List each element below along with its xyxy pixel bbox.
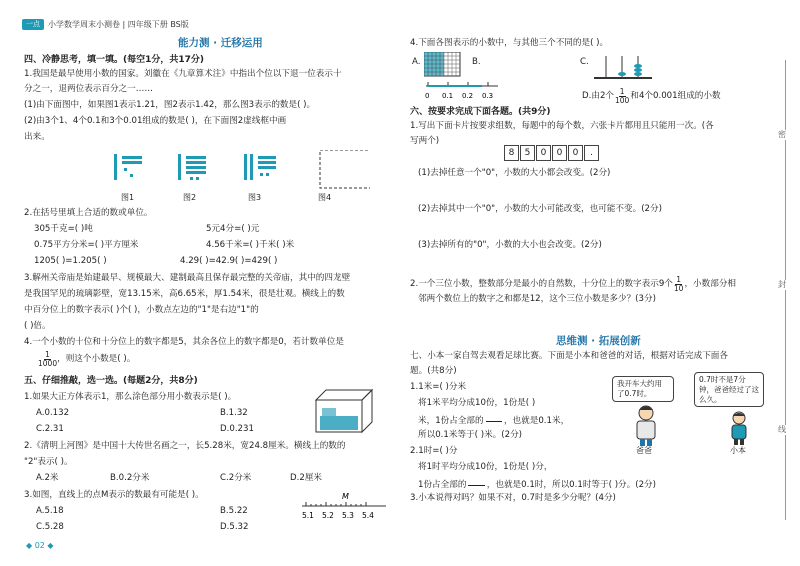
digit-card: .: [584, 145, 599, 161]
binding-line: [770, 0, 800, 566]
grid-figure: [424, 52, 464, 78]
q5-2-option-c: C.2分米: [220, 473, 252, 483]
number-line: [300, 490, 390, 526]
option-b-label: B.: [472, 57, 481, 67]
q4-2: 2.在括号里填上合适的数或单位。: [24, 208, 153, 218]
section-title-thinking: 思维测 · 拓展创新: [556, 335, 641, 347]
page-header: [22, 18, 189, 31]
q4-1-b: (2)由3个1、4个0.1和3个0.01组成的数是( )，在下面图2虚线框中画: [24, 116, 287, 126]
q5-1: 1.如果大正方体表示1，那么涂色部分用小数表示是( )。: [24, 392, 237, 402]
q6-2-line1: 2.一个三位小数，整数部分是最小的自然数，十分位上的数字表示9个 $\frac{1}{10}$ ，小数部分相: [410, 275, 737, 293]
figure-2-label: 图2: [183, 193, 197, 202]
tick-label: 0.1: [442, 92, 454, 100]
digit-cards: [504, 145, 600, 161]
binding-label: 线: [778, 425, 786, 434]
section-7-line1: 七、小本一家自驾去观看足球比赛。下面是小本和爸爸的对话，根据对话完成下面各: [410, 351, 728, 361]
figure-1: [114, 154, 142, 180]
dad-figure: [628, 404, 664, 446]
q4-1-line2: 分之一，退两位表示百分之一……: [24, 84, 153, 94]
q4-4-line1: 4.一个小数的十位和十分位上的数字都是5，其余各位上的数字都是0，若计数单位是: [24, 337, 344, 347]
tick-label: 5.4: [362, 511, 374, 520]
abacus-figure: [592, 52, 656, 82]
digit-card: 0: [568, 145, 583, 161]
q7-1: 1.1米=( )分米: [410, 382, 467, 392]
tick-label: 5.2: [322, 511, 334, 520]
q5-1-option-a: A.0.132: [36, 408, 70, 418]
figure-4-label: 图4: [318, 193, 332, 202]
q7-2: 2.1时=( )分: [410, 446, 458, 456]
q6-1-a: (1)去掉任意一个"0"，小数的大小都会改变。(2分): [418, 168, 611, 178]
digit-card: 8: [504, 145, 519, 161]
q7-2-b: 1份占全部的 ，也就是0.1时，所以0.1时等于( )分。(2分): [418, 477, 656, 493]
son-speech-bubble: 0.7时不是7分钟，爸爸经过了这么久。: [694, 372, 764, 407]
brand-badge: 一点: [22, 19, 44, 30]
q7-3: 3.小本说得对吗？如果不对，0.7时是多少分呢？(4分): [410, 493, 616, 503]
tick-label: 0: [425, 92, 430, 100]
section-4-heading: 四、冷静思考，填一填。(每空1分，共17分): [24, 55, 205, 65]
q6-2-line2: 邻两个数位上的数字之和都是12，这个三位小数是多少？(3分): [418, 294, 656, 304]
section-title-ability: 能力测 · 迁移运用: [178, 37, 263, 49]
dad-label: 爸爸: [636, 446, 652, 455]
q5-3-option-d: D.5.32: [220, 522, 249, 532]
figure-3-label: 图3: [248, 193, 262, 202]
q4-2-r1a: 305千克=( )吨: [34, 224, 93, 234]
q4-2-r3b: 4.29( )=42.9( )=429( ): [180, 256, 278, 266]
q4-4-line2: $\frac{1}{1000}$ ，则这个小数是( )。: [38, 350, 136, 368]
q7-2-a: 将1时平均分成10份，1份是( )分，: [418, 462, 553, 472]
q5-3-option-c: C.5.28: [36, 522, 64, 532]
q4-3-line3: 中百分位上的数字表示( )个( )，小数点左边的"1"是右边"1"的: [24, 305, 259, 315]
header-title: 小学数学周末小测卷 | 四年级下册 BS版: [48, 19, 189, 29]
section-6-heading: 六、按要求完成下面各题。(共9分): [410, 107, 551, 117]
q7-1-b: 米，1份占全部的 ，也就是0.1米，: [418, 413, 569, 429]
q5-3: 3.如图，直线上的点M表示的数最有可能是( )。: [24, 490, 204, 500]
figure-3: [244, 154, 276, 180]
binding-label: 封: [778, 280, 786, 289]
q4-1-a: (1)由下面图中，如果图1表示1.21，图2表示1.42，那么图3表示的数是( )。: [24, 100, 316, 110]
tick-label: 5.3: [342, 511, 354, 520]
section-5-heading: 五、仔细推敲，选一选。(每题2分，共8分): [24, 376, 198, 386]
binding-label: 密: [778, 130, 786, 139]
q4-2-r1b: 5元4分=( )元: [206, 224, 260, 234]
q5-2-line2: "2"表示( )。: [24, 457, 73, 467]
son-label: 小本: [730, 446, 746, 455]
page-number: ◆ 02 ◆: [26, 541, 54, 550]
q5-1-option-c: C.2.31: [36, 424, 64, 434]
son-figure: [724, 410, 754, 446]
q6-1-b: (2)去掉其中一个"0"，小数的大小可能改变，也可能不变。(2分): [418, 204, 662, 214]
figure-1-label: 图1: [121, 193, 135, 202]
q4-2-r2a: 0.75平方分米=( )平方厘米: [34, 240, 139, 250]
q5-1-option-b: B.1.32: [220, 408, 248, 418]
tick-label: 5.1: [302, 511, 314, 520]
option-d: D.由2个 $\frac{1}{100}$ 和4个0.001组成的小数: [582, 87, 721, 105]
q6-1-line2: 写两个): [410, 136, 440, 146]
q5-3-option-b: B.5.22: [220, 506, 248, 516]
q5-2-option-a: A.2米: [36, 473, 59, 483]
q5-1-option-d: D.0.231: [220, 424, 254, 434]
option-b-numberline: [422, 78, 502, 104]
q4-4-right: 4.下面各图表示的小数中，与其他三个不同的是( )。: [410, 38, 609, 48]
q4-3-line4: ( )倍。: [24, 321, 51, 331]
q7-1-d: 所以0.1米等于( )米。(2分): [418, 430, 523, 440]
q5-2-line1: 2.《清明上河图》是中国十大传世名画之一，长5.28米，宽24.8厘米。横线上的数的: [24, 441, 346, 451]
digit-card: 5: [520, 145, 535, 161]
q5-2-option-b: B.0.2分米: [110, 473, 150, 483]
q4-1-line1: 1.我国是最早使用小数的国家。刘徽在《九章算术注》中指出个位以下退一位表示十: [24, 69, 342, 79]
q4-2-r2b: 4.56千米=( )千米( )米: [206, 240, 295, 250]
fraction-1-100: $\frac{1}{100}$: [615, 87, 630, 105]
digit-card: 0: [552, 145, 567, 161]
q4-3-line1: 3.解州关帝庙是始建最早、规模最大、建制最高且保存最完整的关帝庙，其中的四龙壁: [24, 273, 351, 283]
q7-1-a: 将1米平均分成10份，1份是( ): [418, 398, 536, 408]
q4-1-b2: 出来。: [24, 132, 50, 142]
tick-label: 0.2: [462, 92, 474, 100]
digit-card: 0: [536, 145, 551, 161]
fraction-1-1000: $\frac{1}{1000}$: [38, 350, 58, 368]
q5-2-option-d: D.2厘米: [290, 473, 323, 483]
tick-label: 0.3: [482, 92, 494, 100]
fraction-1-10: $\frac{1}{10}$: [673, 275, 684, 293]
point-m-label: M: [342, 492, 349, 501]
option-a-label: A.: [412, 57, 421, 67]
option-c-label: C.: [580, 57, 589, 67]
q4-2-r3a: 1205( )=1.205( ): [34, 256, 107, 266]
q6-1-c: (3)去掉所有的"0"，小数的大小也会改变。(2分): [418, 240, 602, 250]
cube-figure: [312, 386, 378, 436]
q4-3-line2: 是我国罕见的琉璃影壁，宽13.15米，高6.65米，厚1.54米，很是壮观。横线上的数: [24, 289, 345, 299]
q6-1-line1: 1.写出下面卡片按要求组数，每题中的每个数，六张卡片都用且只能用一次。(各: [410, 121, 714, 131]
q5-3-option-a: A.5.18: [36, 506, 64, 516]
figure-4-dashed-box: [320, 150, 370, 188]
section-7-line2: 题。(共8分): [410, 366, 457, 376]
figure-2: [178, 154, 206, 180]
dad-speech-bubble: 我开车大约用了0.7时。: [612, 376, 674, 402]
